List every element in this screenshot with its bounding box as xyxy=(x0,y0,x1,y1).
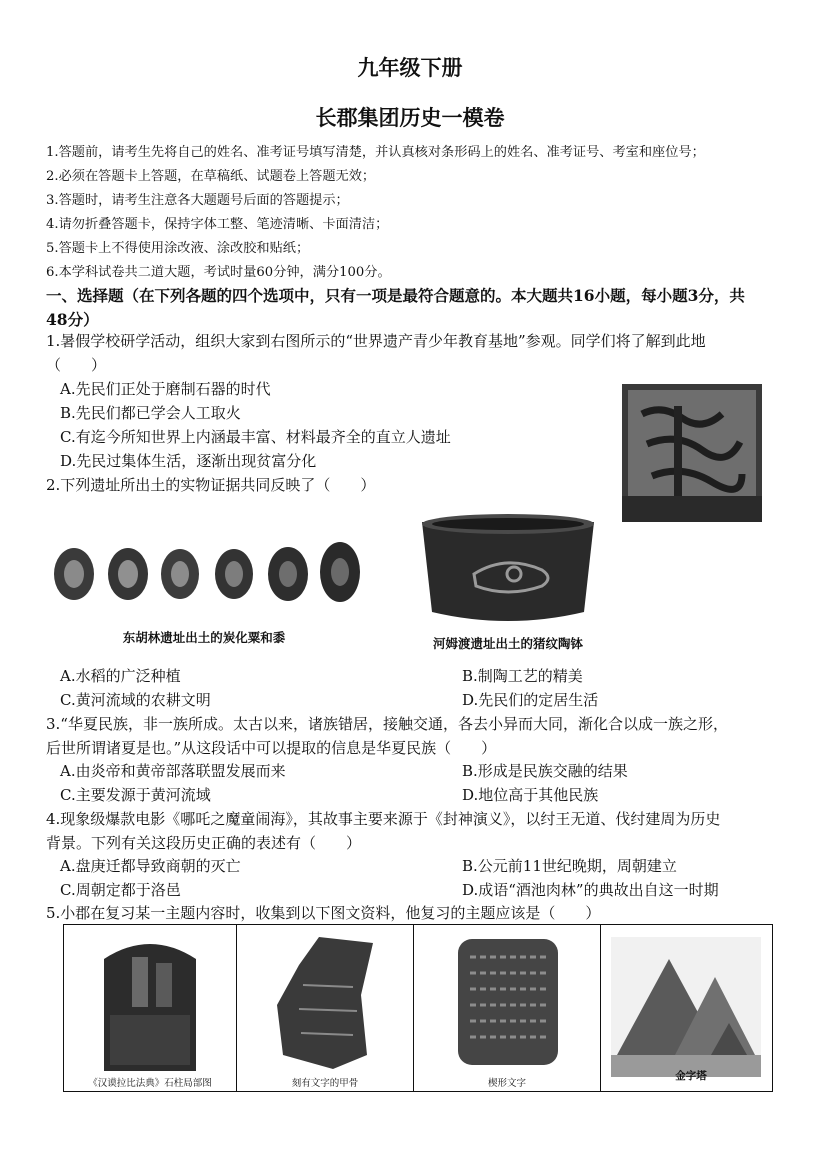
question-2-option-a: A.水稻的广泛种植 xyxy=(60,667,181,685)
caption-hammurabi: 《汉谟拉比法典》石柱局部图 xyxy=(88,1078,212,1089)
caption-oracle-bone: 刻有文字的甲骨 xyxy=(291,1078,359,1089)
question-4-option-d: D.成语“酒池肉林”的典故出自这一时期 xyxy=(462,881,719,899)
section-heading-line1: 一、选择题（在下列各题的四个选项中，只有一项是最符合题意的。本大题共16小题，每小题3分，共 xyxy=(46,286,745,305)
zhoukoudian-site-photo xyxy=(622,384,762,522)
question-3-option-d: D.地位高于其他民族 xyxy=(462,786,599,804)
question-2-option-b: B.制陶工艺的精美 xyxy=(462,667,583,685)
exam-title: 长郡集团历史一模卷 xyxy=(315,105,505,130)
pig-pattern-pottery-photo xyxy=(414,512,602,632)
carbonized-millet-photo xyxy=(48,536,360,614)
question-1-option-a: A.先民们正处于磨制石器的时代 xyxy=(60,380,271,398)
caption-pottery: 河姆渡遗址出土的猪纹陶钵 xyxy=(432,636,583,651)
pyramid-image xyxy=(611,937,761,1077)
question-1-stem-line1: 1.暑假学校研学活动，组织大家到右图所示的“世界遗产青少年教育基地”参观。同学们将了解到此地 xyxy=(46,332,706,350)
caption-cuneiform: 楔形文字 xyxy=(487,1078,526,1089)
cuneiform-cell xyxy=(414,925,601,1091)
question-3-stem-line1: 3.“华夏民族，非一族所成。太古以来，诸族错居，接触交通，各去小异而大同，渐化合以成一族之形， xyxy=(46,715,728,733)
question-5-stem: 5.小郡在复习某一主题内容时，收集到以下图文资料，他复习的主题应该是（ ） xyxy=(46,904,601,922)
pyramid-cell xyxy=(601,925,771,1091)
question-3-option-a: A.由炎帝和黄帝部落联盟发展而来 xyxy=(60,762,286,780)
question-3-option-b: B.形成是民族交融的结果 xyxy=(462,762,628,780)
cuneiform-tablet-image xyxy=(456,937,560,1067)
instruction-1: 1.答题前，请考生先将自己的姓名、准考证号填写清楚，并认真核对条形码上的姓名、准考证号、考室和座位号； xyxy=(46,145,705,160)
instruction-5: 5.答题卡上不得使用涂改液、涂改胶和贴纸； xyxy=(46,241,310,256)
question-3-option-c: C.主要发源于黄河流域 xyxy=(60,786,211,804)
question-2-stem: 2.下列遗址所出土的实物证据共同反映了（ ） xyxy=(46,476,376,494)
question-1-stem xyxy=(46,329,798,377)
question-1-option-c: C.有迄今所知世界上内涵最丰富、材料最齐全的直立人遗址 xyxy=(60,428,451,446)
question-4-stem-line2: 背景。下列有关这段历史正确的表述有（ ） xyxy=(46,834,362,852)
oracle-bone-cell xyxy=(237,925,414,1091)
oracle-bone-image xyxy=(273,935,377,1071)
question-2-option-c: C.黄河流域的农耕文明 xyxy=(60,691,211,709)
question-4-stem-line1: 4.现象级爆款电影《哪吒之魔童闹海》，其故事主要来源于《封神演义》，以纣王无道、伐纣建周为历史 xyxy=(46,810,721,828)
question-1-stem-line2: （ ） xyxy=(46,356,107,374)
question-4-option-b: B.公元前11世纪晚期，周朝建立 xyxy=(462,857,677,875)
instructions xyxy=(46,141,786,285)
question-4-stem xyxy=(46,807,798,855)
question-1-option-d: D.先民过集体生活，逐渐出现贫富分化 xyxy=(60,452,317,470)
question-5-image-grid xyxy=(63,924,773,1092)
caption-millet: 东胡林遗址出土的炭化粟和黍 xyxy=(122,630,286,645)
question-3-stem-line2: 后世所谓诸夏是也。”从这段话中可以提取的信息是华夏民族（ ） xyxy=(46,739,497,757)
section-heading-line2: 48分） xyxy=(46,310,99,329)
instruction-2: 2.必须在答题卡上答题，在草稿纸、试题卷上答题无效； xyxy=(46,169,376,184)
instruction-3: 3.答题时，请考生注意各大题题号后面的答题提示； xyxy=(46,193,349,208)
hammurabi-cell xyxy=(64,925,237,1091)
section-heading xyxy=(46,284,796,332)
hammurabi-stele-image xyxy=(94,935,206,1071)
question-4-option-c: C.周朝定都于洛邑 xyxy=(60,881,181,899)
question-1-option-b: B.先民们都已学会人工取火 xyxy=(60,404,241,422)
instruction-6: 6.本学科试卷共二道大题，考试时量60分钟，满分100分。 xyxy=(46,265,391,280)
instruction-4: 4.请勿折叠答题卡，保持字体工整、笔迹清晰、卡面清洁； xyxy=(46,217,389,232)
caption-pyramid: 金字塔 xyxy=(675,1070,707,1082)
exam-grade-title: 九年级下册 xyxy=(357,55,463,80)
question-4-option-a: A.盘庚迁都导致商朝的灭亡 xyxy=(60,857,241,875)
question-2-option-d: D.先民们的定居生活 xyxy=(462,691,599,709)
question-3-stem xyxy=(46,712,798,760)
